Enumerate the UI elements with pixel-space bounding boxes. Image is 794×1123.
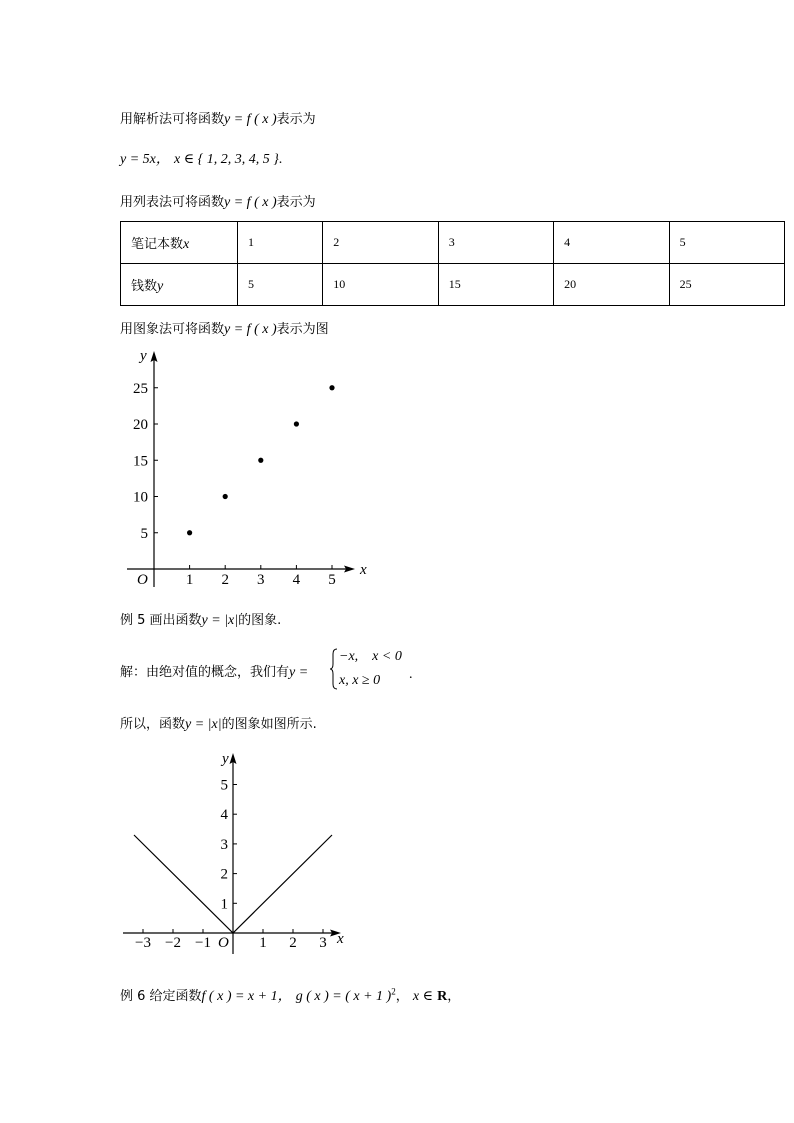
therefore-prefix: 所以，函数: [120, 717, 186, 732]
example5-suffix: 的图象.: [238, 613, 282, 628]
example6-R: R: [437, 989, 448, 1004]
formula-end: .: [278, 152, 283, 167]
solution-lhs: y =: [289, 665, 309, 680]
y-tick-label: 2: [220, 866, 228, 883]
example6-exp: 2: [391, 986, 396, 997]
piecewise-brace: [329, 648, 339, 690]
example6-g: g ( x ) = ( x + 1 ): [295, 989, 392, 1004]
y-axis-label: y: [222, 751, 229, 767]
text-line-therefore: [120, 713, 317, 733]
example5-title: 例 5 画出函数: [120, 613, 202, 628]
data-point: [329, 385, 334, 390]
example5-expr: y = |x|: [201, 613, 239, 628]
x-tick-label: −1: [195, 935, 211, 951]
x-tick-label: 4: [292, 572, 301, 588]
text-line-solution: [120, 661, 308, 681]
x-tick-label: 5: [328, 572, 336, 588]
x-tick-label: 3: [319, 935, 327, 951]
x-tick-label: 1: [259, 935, 267, 951]
table-cell: 2: [323, 222, 438, 264]
text-line-table: [120, 191, 316, 211]
formula-set: x ∈ { 1, 2, 3, 4, 5 }: [174, 152, 279, 167]
y-tick-label: 5: [220, 777, 228, 794]
y-tick-label: 3: [220, 836, 228, 853]
text-line-graph: [120, 318, 329, 338]
therefore-suffix: 的图象如图所示.: [221, 717, 317, 732]
row-label-money: 钱数y: [121, 264, 238, 306]
y-axis-label: y: [140, 348, 147, 364]
table-cell: 4: [554, 222, 669, 264]
y-tick-label: 5: [140, 525, 148, 542]
example6-sep: ，: [395, 989, 409, 1004]
table-suffix: 表示为: [276, 195, 316, 210]
analytic-suffix: 表示为: [276, 112, 316, 127]
origin-label: O: [137, 572, 148, 588]
y-tick-label: 20: [133, 417, 148, 433]
table-cell: 1: [238, 222, 323, 264]
graph-expr: y = f ( x ): [224, 322, 277, 337]
abs-value-chart: [118, 744, 368, 959]
table-row: [121, 222, 785, 264]
x-tick-label: −3: [135, 935, 151, 951]
solution-prefix: 解：由绝对值的概念，我们有: [120, 665, 290, 680]
text-line-formula: [120, 148, 282, 168]
x-tick-label: −2: [165, 935, 181, 951]
solution-end: .: [409, 667, 413, 682]
row-label-notebooks: 笔记本数x: [121, 222, 238, 264]
formula-eq: y = 5x，: [120, 152, 170, 167]
data-point: [258, 458, 263, 463]
table-cell: 10: [323, 264, 438, 306]
y-tick-label: 4: [220, 807, 228, 824]
table-cell: 15: [438, 264, 553, 306]
data-point: [223, 494, 228, 499]
graph-suffix: 表示为图: [276, 322, 329, 337]
table-cell: 3: [438, 222, 553, 264]
example6-domain: x ∈: [412, 989, 433, 1004]
data-point: [294, 421, 299, 426]
y-tick-label: 15: [133, 453, 148, 470]
example6-title: 例 6 给定函数: [120, 989, 202, 1004]
table-row: [121, 264, 785, 306]
origin-label: O: [218, 935, 229, 951]
value-table: [120, 221, 785, 306]
analytic-prefix: 用解析法可将函数: [120, 112, 225, 127]
piecewise-case2: x, x ≥ 0: [339, 673, 381, 688]
piecewise-case1: −x, x < 0: [339, 649, 402, 664]
text-line-analytic: [120, 108, 316, 128]
analytic-expr: y = f ( x ): [224, 112, 277, 127]
x-tick-label: 3: [257, 572, 265, 588]
table-prefix: 用列表法可将函数: [120, 195, 225, 210]
table-cell: 5: [669, 222, 784, 264]
text-line-example5: [120, 609, 281, 629]
text-line-example6: [120, 985, 460, 1005]
x-axis-label: x: [360, 562, 367, 578]
y-tick-label: 10: [133, 489, 148, 506]
x-axis-label: x: [337, 931, 344, 947]
therefore-expr: y = |x|: [185, 717, 222, 732]
data-point: [187, 530, 192, 535]
graph-prefix: 用图象法可将函数: [120, 322, 225, 337]
example6-end: ，: [447, 989, 461, 1004]
y-tick-label: 1: [220, 896, 228, 913]
example6-f: f ( x ) = x + 1，: [201, 989, 292, 1004]
table-cell: 20: [554, 264, 669, 306]
x-tick-label: 2: [289, 935, 297, 951]
table-expr: y = f ( x ): [224, 195, 277, 210]
table-cell: 25: [669, 264, 784, 306]
y-tick-label: 25: [133, 380, 148, 397]
table-cell: 5: [238, 264, 323, 306]
x-tick-label: 2: [221, 572, 229, 588]
x-tick-label: 1: [185, 572, 194, 588]
scatter-chart: [115, 340, 375, 595]
